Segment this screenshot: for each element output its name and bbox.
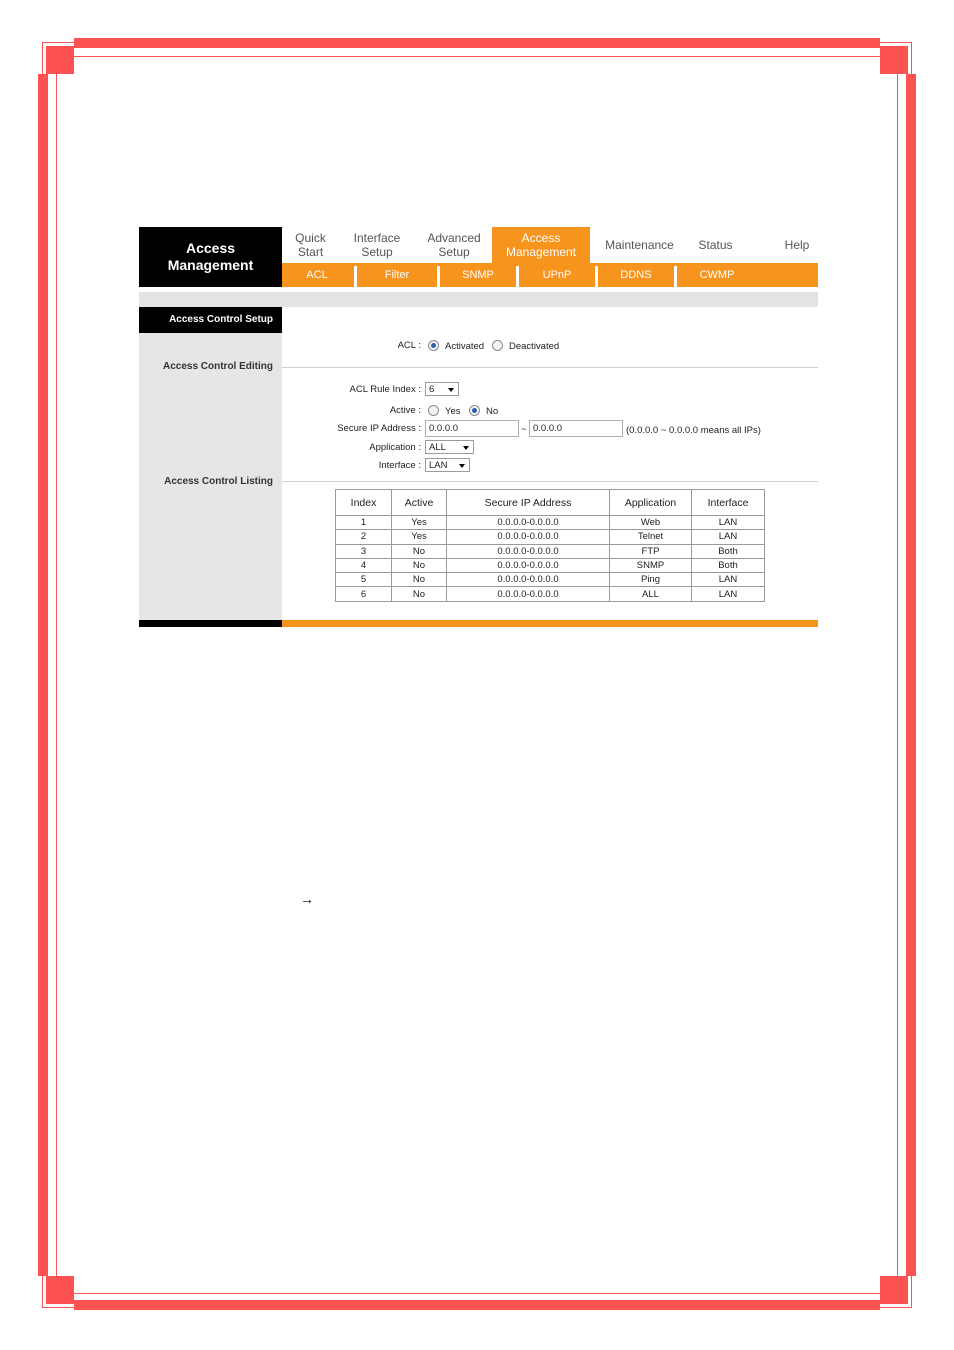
cell-application: Web [610,516,692,530]
cell-secure-ip: 0.0.0.0-0.0.0.0 [447,516,610,530]
chevron-down-icon [463,446,469,450]
cell-index: 3 [336,544,392,558]
arrow-right-icon: → [300,891,314,907]
tab-interface-setup[interactable]: Interface Setup [353,231,401,259]
cell-application: Telnet [610,530,692,544]
cell-secure-ip: 0.0.0.0-0.0.0.0 [447,544,610,558]
tab-access-management[interactable]: Access Management [492,227,590,263]
tab-help[interactable]: Help [784,238,810,252]
ip-range-separator: ~ [521,424,527,435]
secure-ip-end-input[interactable]: 0.0.0.0 [529,420,623,437]
sub-tab-bar [282,263,818,287]
spacer-bar [139,292,818,307]
cell-active: No [392,587,447,601]
column-header-secure-ip: Secure IP Address [447,490,610,516]
cell-index: 5 [336,573,392,587]
secure-ip-hint: (0.0.0.0 ~ 0.0.0.0 means all IPs) [626,425,761,436]
tab-maintenance[interactable]: Maintenance [605,238,674,252]
cell-index: 1 [336,516,392,530]
section-label-listing: Access Control Listing [164,476,273,487]
interface-label: Interface : [378,460,421,471]
application-select[interactable]: ALL [425,440,474,454]
interface-select[interactable]: LAN [425,458,470,472]
logo-line-1: Access [185,240,236,256]
secure-ip-label: Secure IP Address : [337,423,421,434]
acl-listing-table [335,489,765,602]
active-no-radio[interactable] [469,405,480,416]
router-admin-panel [139,227,818,627]
column-header-interface: Interface [692,490,765,516]
section-title-setup: Access Control Setup [139,307,282,333]
cell-active: No [392,558,447,572]
table-row [336,558,765,572]
cell-interface: Both [692,544,765,558]
subtab-snmp[interactable]: SNMP [462,269,494,281]
cell-index: 2 [336,530,392,544]
tab-advanced-setup[interactable]: Advanced Setup [427,231,481,259]
rule-index-label: ACL Rule Index : [349,384,421,395]
cell-interface: LAN [692,530,765,544]
cell-application: SNMP [610,558,692,572]
column-header-application: Application [610,490,692,516]
table-row [336,544,765,558]
footer-bar-left [139,620,282,627]
section-logo [139,227,282,287]
active-yes-label: Yes [445,406,461,417]
rule-index-select[interactable]: 6 [425,382,459,396]
cell-secure-ip: 0.0.0.0-0.0.0.0 [447,587,610,601]
acl-activated-label: Activated [445,341,485,352]
subtab-acl[interactable]: ACL [306,269,328,281]
cell-index: 4 [336,558,392,572]
acl-deactivated-radio[interactable] [492,340,503,351]
table-row [336,587,765,601]
cell-active: Yes [392,516,447,530]
subtab-upnp[interactable]: UPnP [542,269,572,281]
cell-index: 6 [336,587,392,601]
cell-secure-ip: 0.0.0.0-0.0.0.0 [447,573,610,587]
footer-bar-right [282,620,818,627]
cell-secure-ip: 0.0.0.0-0.0.0.0 [447,530,610,544]
table-row [336,516,765,530]
active-no-label: No [486,406,499,417]
acl-deactivated-label: Deactivated [509,341,560,352]
cell-application: Ping [610,573,692,587]
subtab-filter[interactable]: Filter [384,269,410,281]
tab-quick-start[interactable]: Quick Start [295,231,326,259]
table-row [336,530,765,544]
cell-application: FTP [610,544,692,558]
cell-application: ALL [610,587,692,601]
cell-interface: Both [692,558,765,572]
cell-interface: LAN [692,587,765,601]
chevron-down-icon [459,464,465,468]
column-header-active: Active [392,490,447,516]
active-yes-radio[interactable] [428,405,439,416]
subtab-cwmp[interactable]: CWMP [699,269,735,281]
acl-label: ACL : [397,340,421,351]
column-header-index: Index [336,490,392,516]
table-header-row [336,490,765,516]
acl-activated-radio[interactable] [428,340,439,351]
table-row [336,573,765,587]
subtab-ddns[interactable]: DDNS [620,269,652,281]
application-label: Application : [369,442,421,453]
secure-ip-start-input[interactable]: 0.0.0.0 [425,420,519,437]
cell-interface: LAN [692,573,765,587]
cell-active: Yes [392,530,447,544]
divider [282,481,818,482]
cell-active: No [392,573,447,587]
left-label-column [139,307,282,620]
tab-status[interactable]: Status [698,238,733,252]
divider [282,367,818,368]
cell-secure-ip: 0.0.0.0-0.0.0.0 [447,558,610,572]
cell-interface: LAN [692,516,765,530]
active-label: Active : [389,405,421,416]
cell-active: No [392,544,447,558]
section-label-editing: Access Control Editing [162,361,273,372]
chevron-down-icon [448,388,454,392]
logo-line-2: Management [167,257,254,273]
